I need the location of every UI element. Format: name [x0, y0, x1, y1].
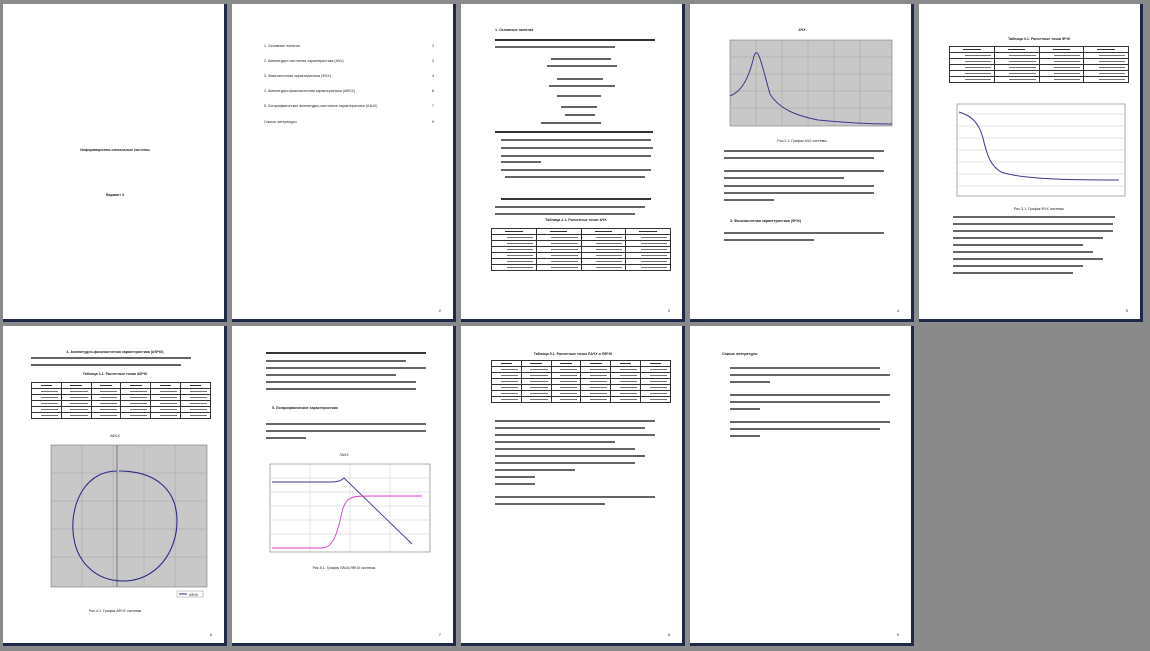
page-number: 4	[896, 308, 899, 313]
toc-entry[interactable]	[264, 104, 434, 120]
page-7	[232, 326, 456, 646]
page-number: 3	[667, 308, 670, 313]
chart-title: ЛАЧХ	[339, 453, 349, 457]
toc-label: 4. Амплитудно-фазочастотная характеристика (АФЧХ)	[264, 89, 355, 93]
chart-title: АФЧХ	[110, 434, 120, 438]
figure-caption: Рис.2.1. График АЧХ системы	[777, 139, 827, 143]
table-cell	[536, 265, 581, 271]
table-cell	[492, 265, 537, 271]
table-cell	[32, 413, 62, 419]
table-cell	[641, 397, 671, 403]
table-cell	[611, 397, 641, 403]
table-row	[32, 413, 211, 419]
table-caption: Таблица 4.1. Расчетные точки АФЧХ	[82, 372, 148, 376]
table-row	[492, 397, 671, 403]
table-cell	[581, 265, 626, 271]
figure-caption: Рис.5.1. График ЛАЧХ/ЛФЧХ системы	[312, 566, 376, 570]
toc-page: 3	[432, 59, 434, 63]
page-number: 7	[438, 632, 441, 637]
section-heading: Список литературы	[722, 352, 758, 356]
page-6	[3, 326, 227, 646]
table-cell	[91, 413, 121, 419]
toc-entry[interactable]	[264, 120, 434, 135]
ach-chart	[718, 36, 898, 136]
table-cell	[626, 265, 671, 271]
page-number: 2	[438, 308, 441, 313]
table-cell	[581, 397, 611, 403]
legend-label: АФЧХ	[189, 593, 199, 597]
table-cell	[1084, 77, 1129, 83]
toc-label: 5. Логарифмические амплитудно-частотные характеристики (ЛАЧХ)	[264, 104, 378, 108]
page-5	[919, 4, 1143, 322]
table-cell	[151, 413, 181, 419]
page-3	[461, 4, 685, 322]
toc-entry[interactable]	[264, 89, 434, 104]
table-row	[492, 265, 671, 271]
table-caption: Таблица 5.1. Расчетные точки ЛАЧХ и ЛФЧХ	[533, 352, 613, 356]
page-2	[232, 4, 456, 322]
data-table	[949, 46, 1129, 83]
data-table	[491, 360, 671, 403]
toc-entry[interactable]	[264, 44, 434, 59]
table-cell	[61, 413, 91, 419]
table-cell	[950, 77, 995, 83]
toc-label: 3. Фазочастотная характеристика (ФЧХ)	[264, 74, 331, 78]
data-table	[31, 382, 211, 419]
table-of-contents	[264, 44, 434, 135]
figure-caption: Рис.3.1. График ФЧХ системы	[1013, 207, 1065, 211]
page-number: 6	[209, 632, 212, 637]
page-1-title: Информационно-сигнальные системы	[80, 148, 150, 152]
table-row	[950, 77, 1129, 83]
page-8	[461, 326, 685, 646]
lach-chart	[262, 460, 442, 560]
table-cell	[1039, 77, 1084, 83]
toc-page: 4	[432, 74, 434, 78]
page-number: 5	[1125, 308, 1128, 313]
toc-page: 7	[432, 104, 434, 108]
table-cell	[492, 397, 522, 403]
page-number: 8	[667, 632, 670, 637]
figure-caption: Рис.4.1. График АФЧХ системы	[88, 609, 142, 613]
section-heading: 4. Амплитудно-фазочастотная характеристика (АФЧХ)	[66, 350, 164, 354]
toc-page: 3	[432, 44, 434, 48]
table-caption: Таблица 3.1. Расчетные точки ФЧХ	[1007, 37, 1071, 41]
table-cell	[994, 77, 1039, 83]
toc-label: 1. Основные понятия	[264, 44, 300, 48]
table-cell	[551, 397, 581, 403]
table-caption: Таблица 2.1. Расчетные точки АЧХ	[545, 218, 607, 222]
afch-chart	[27, 441, 217, 601]
table-cell	[121, 413, 151, 419]
fch-chart	[949, 102, 1129, 202]
section-heading: 1. Основные понятия	[495, 28, 534, 32]
table-cell	[181, 413, 211, 419]
toc-label: 2. Амплитудно-частотная характеристика (АЧХ)	[264, 59, 344, 63]
toc-entry[interactable]	[264, 74, 434, 89]
toc-page: 6	[432, 89, 434, 93]
page-1-subtitle: Вариант 3	[106, 193, 124, 197]
page-9	[690, 326, 914, 646]
page-4	[690, 4, 914, 322]
section-heading: 3. Фазочастотная характеристика (ФЧХ)	[730, 219, 802, 223]
toc-entry[interactable]	[264, 59, 434, 74]
page-number: 9	[896, 632, 899, 637]
page-1	[3, 4, 227, 322]
table-cell	[521, 397, 551, 403]
data-table	[491, 228, 671, 271]
toc-label: Список литературы	[264, 120, 297, 124]
section-heading: 5. Логарифмические характеристики	[272, 406, 338, 410]
chart-title: АЧХ	[798, 28, 806, 32]
toc-page: 9	[432, 120, 434, 124]
